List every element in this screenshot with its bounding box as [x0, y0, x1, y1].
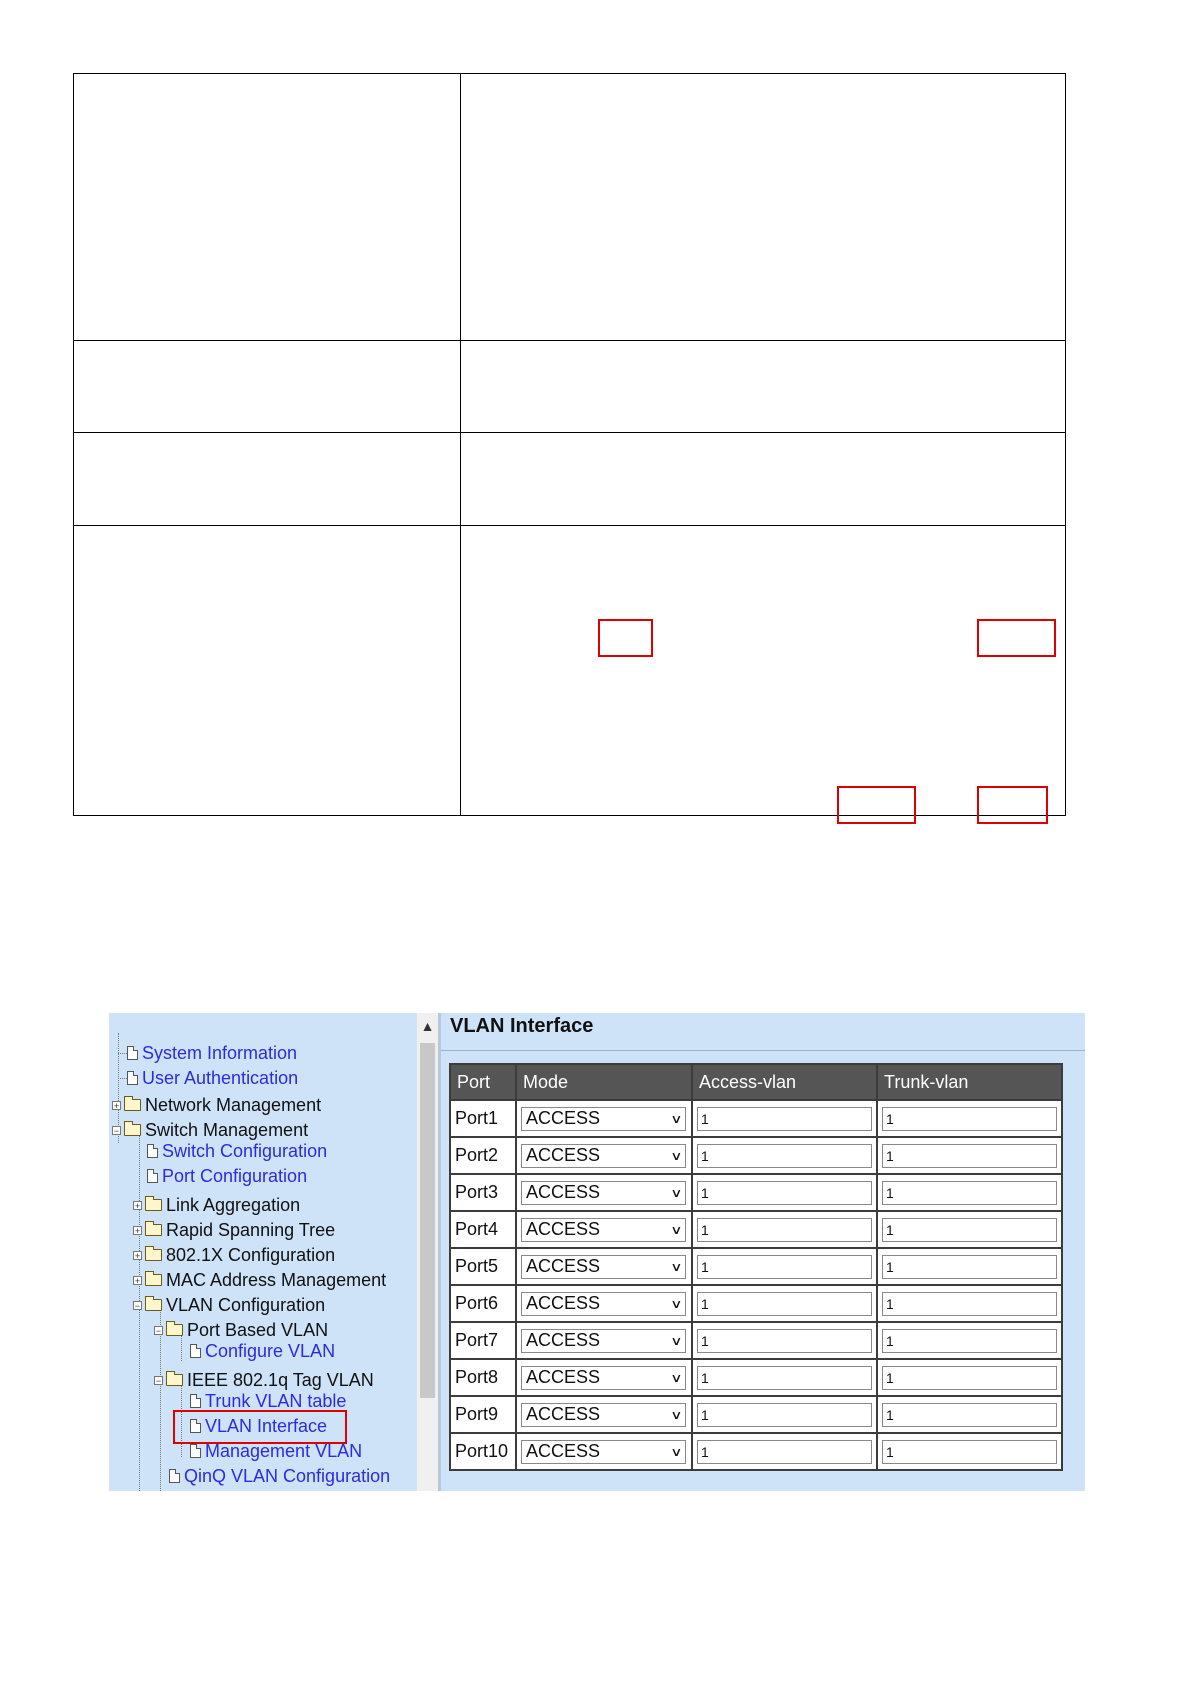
mode-cell [517, 1323, 691, 1358]
access-vlan-input[interactable] [697, 1366, 872, 1390]
highlight-box [837, 786, 916, 824]
expand-icon[interactable]: + [113, 1100, 120, 1111]
sidebar-item-rapid-spanning-tree[interactable]: + Rapid Spanning Tree [134, 1219, 336, 1240]
sidebar-item-management-vlan[interactable]: Management VLAN [190, 1440, 362, 1462]
port-label: Port9 [455, 1404, 499, 1424]
mode-select[interactable] [521, 1292, 686, 1316]
mode-select[interactable] [521, 1255, 686, 1279]
sidebar-item-vlan-configuration[interactable]: − VLAN Configuration [134, 1294, 326, 1315]
port-label: Port6 [455, 1293, 499, 1313]
page-icon [190, 1394, 201, 1408]
access-vlan-value: 1 [701, 1369, 709, 1386]
access-vlan-cell [693, 1434, 876, 1469]
access-vlan-value: 1 [701, 1147, 709, 1164]
folder-icon [145, 1224, 162, 1236]
highlight-box [977, 786, 1048, 824]
access-vlan-cell [693, 1175, 876, 1210]
access-vlan-cell [693, 1323, 876, 1358]
access-vlan-cell [693, 1212, 876, 1247]
port-label: Port2 [455, 1145, 499, 1165]
trunk-vlan-input[interactable] [882, 1366, 1057, 1390]
access-vlan-cell [693, 1249, 876, 1284]
chevron-down-icon: ∨ [670, 1296, 683, 1311]
access-vlan-value: 1 [701, 1406, 709, 1423]
mode-value: ACCESS [526, 1182, 601, 1202]
trunk-vlan-value: 1 [886, 1184, 894, 1201]
sidebar-item-qinq-vlan-configuration[interactable]: QinQ VLAN Configuration [169, 1465, 390, 1487]
access-vlan-input[interactable] [697, 1144, 872, 1168]
port-cell [451, 1175, 515, 1210]
sidebar-item-mac-address-management[interactable]: + MAC Address Management [134, 1269, 387, 1290]
collapse-icon[interactable]: − [155, 1325, 162, 1336]
page-icon [147, 1169, 158, 1183]
vlan-interface-table [449, 1063, 1063, 1471]
port-label: Port3 [455, 1182, 499, 1202]
table-row [451, 1175, 1061, 1210]
trunk-vlan-input[interactable] [882, 1181, 1057, 1205]
sidebar-item-switch-configuration[interactable]: Switch Configuration [147, 1140, 327, 1162]
trunk-vlan-value: 1 [886, 1295, 894, 1312]
mode-cell [517, 1138, 691, 1173]
table-row-divider [74, 525, 1065, 526]
mode-select[interactable] [521, 1329, 686, 1353]
trunk-vlan-value: 1 [886, 1332, 894, 1349]
sidebar-item-trunk-vlan-table[interactable]: Trunk VLAN table [190, 1390, 346, 1412]
mode-cell [517, 1175, 691, 1210]
table-row [451, 1212, 1061, 1247]
mode-value: ACCESS [526, 1256, 601, 1276]
access-vlan-value: 1 [701, 1221, 709, 1238]
access-vlan-value: 1 [701, 1332, 709, 1349]
sidebar-item-configure-vlan[interactable]: Configure VLAN [190, 1340, 335, 1362]
trunk-vlan-value: 1 [886, 1406, 894, 1423]
scrollbar-thumb[interactable] [420, 1043, 435, 1398]
trunk-vlan-input[interactable] [882, 1403, 1057, 1427]
port-cell [451, 1212, 515, 1247]
port-cell [451, 1434, 515, 1469]
folder-open-icon [145, 1299, 162, 1311]
port-cell [451, 1138, 515, 1173]
title-separator [441, 1050, 1085, 1051]
trunk-vlan-value: 1 [886, 1369, 894, 1386]
mode-cell [517, 1360, 691, 1395]
chevron-down-icon: ∨ [670, 1444, 683, 1459]
scroll-up-icon[interactable]: ▲ [420, 1018, 435, 1034]
mode-value: ACCESS [526, 1367, 601, 1387]
mode-select[interactable] [521, 1218, 686, 1242]
page-icon [190, 1444, 201, 1458]
trunk-vlan-cell [878, 1175, 1061, 1210]
chevron-down-icon: ∨ [670, 1222, 683, 1237]
access-vlan-value: 1 [701, 1295, 709, 1312]
trunk-vlan-cell [878, 1286, 1061, 1321]
table-row-divider [74, 340, 1065, 341]
sidebar-item-port-configuration[interactable]: Port Configuration [147, 1165, 307, 1187]
table-row [451, 1434, 1061, 1469]
table-row [451, 1249, 1061, 1284]
access-vlan-input[interactable] [697, 1255, 872, 1279]
selected-item-highlight [173, 1410, 347, 1444]
mode-cell [517, 1249, 691, 1284]
port-label: Port10 [455, 1441, 509, 1461]
port-label: Port1 [455, 1108, 499, 1128]
chevron-down-icon: ∨ [670, 1333, 683, 1348]
port-label: Port4 [455, 1219, 499, 1239]
chevron-down-icon: ∨ [670, 1111, 683, 1126]
vlan-interface-screenshot [109, 1013, 1085, 1491]
access-vlan-cell [693, 1397, 876, 1432]
page-icon [169, 1469, 180, 1483]
folder-open-icon [166, 1324, 183, 1336]
access-vlan-input[interactable] [697, 1292, 872, 1316]
port-cell [451, 1397, 515, 1432]
table-row [451, 1286, 1061, 1321]
sidebar-item-switch-management[interactable]: − Switch Management [113, 1119, 309, 1140]
document-table [73, 73, 1066, 816]
trunk-vlan-input[interactable] [882, 1218, 1057, 1242]
mode-select[interactable] [521, 1144, 686, 1168]
chevron-down-icon: ∨ [670, 1185, 683, 1200]
access-vlan-input[interactable] [697, 1403, 872, 1427]
trunk-vlan-input[interactable] [882, 1107, 1057, 1131]
expand-icon[interactable]: + [134, 1225, 141, 1236]
folder-icon [145, 1199, 162, 1211]
collapse-icon[interactable]: − [113, 1125, 120, 1136]
page-icon [127, 1071, 138, 1085]
port-cell [451, 1286, 515, 1321]
trunk-vlan-value: 1 [886, 1443, 894, 1460]
trunk-vlan-cell [878, 1249, 1061, 1284]
sidebar-item-8021x-configuration[interactable]: + 802.1X Configuration [134, 1244, 336, 1265]
mode-cell [517, 1434, 691, 1469]
content-panel [441, 1013, 1085, 1491]
expand-icon[interactable]: + [134, 1200, 141, 1211]
port-cell [451, 1101, 515, 1136]
mode-select[interactable] [521, 1403, 686, 1427]
collapse-icon[interactable]: − [134, 1300, 141, 1311]
trunk-vlan-input[interactable] [882, 1144, 1057, 1168]
page-icon [190, 1344, 201, 1358]
highlight-box [598, 619, 653, 657]
mode-value: ACCESS [526, 1219, 601, 1239]
trunk-vlan-cell [878, 1212, 1061, 1247]
port-label: Port8 [455, 1367, 499, 1387]
table-body [451, 1101, 1061, 1469]
folder-icon [145, 1249, 162, 1261]
sidebar-item-system-information[interactable]: System Information [117, 1042, 297, 1064]
sidebar-item-user-authentication[interactable]: User Authentication [117, 1067, 298, 1089]
mode-cell [517, 1101, 691, 1136]
trunk-vlan-cell [878, 1397, 1061, 1432]
trunk-vlan-cell [878, 1101, 1061, 1136]
mode-value: ACCESS [526, 1404, 601, 1424]
table-row [451, 1138, 1061, 1173]
sidebar-item-link-aggregation[interactable]: + Link Aggregation [134, 1194, 301, 1215]
table-row [451, 1101, 1061, 1136]
table-row [451, 1360, 1061, 1395]
trunk-vlan-cell [878, 1138, 1061, 1173]
access-vlan-cell [693, 1360, 876, 1395]
port-label: Port7 [455, 1330, 499, 1350]
page-icon [127, 1046, 138, 1060]
trunk-vlan-cell [878, 1323, 1061, 1358]
table-column-divider [460, 74, 461, 815]
chevron-down-icon: ∨ [670, 1259, 683, 1274]
trunk-vlan-value: 1 [886, 1221, 894, 1238]
trunk-vlan-value: 1 [886, 1110, 894, 1127]
trunk-vlan-input[interactable] [882, 1440, 1057, 1464]
folder-open-icon [124, 1124, 141, 1136]
access-vlan-value: 1 [701, 1443, 709, 1460]
mode-value: ACCESS [526, 1293, 601, 1313]
folder-open-icon [166, 1374, 183, 1386]
mode-cell [517, 1397, 691, 1432]
folder-icon [124, 1099, 141, 1111]
mode-select[interactable] [521, 1366, 686, 1390]
trunk-vlan-cell [878, 1434, 1061, 1469]
sidebar-item-port-based-vlan[interactable]: − Port Based VLAN [155, 1319, 329, 1340]
column-header-access-vlan: Access-vlan [693, 1065, 876, 1099]
mode-select[interactable] [521, 1440, 686, 1464]
collapse-icon[interactable]: − [155, 1375, 162, 1386]
mode-select[interactable] [521, 1107, 686, 1131]
page-icon [147, 1144, 158, 1158]
access-vlan-value: 1 [701, 1110, 709, 1127]
page-title: VLAN Interface [450, 1015, 594, 1037]
access-vlan-value: 1 [701, 1184, 709, 1201]
chevron-down-icon: ∨ [670, 1148, 683, 1163]
access-vlan-cell [693, 1138, 876, 1173]
access-vlan-value: 1 [701, 1258, 709, 1275]
mode-cell [517, 1212, 691, 1247]
trunk-vlan-input[interactable] [882, 1255, 1057, 1279]
table-row [451, 1397, 1061, 1432]
access-vlan-cell [693, 1101, 876, 1136]
folder-icon [145, 1274, 162, 1286]
access-vlan-input[interactable] [697, 1218, 872, 1242]
expand-icon[interactable]: + [134, 1250, 141, 1261]
mode-value: ACCESS [526, 1441, 601, 1461]
access-vlan-input[interactable] [697, 1440, 872, 1464]
port-cell [451, 1249, 515, 1284]
port-cell [451, 1323, 515, 1358]
access-vlan-input[interactable] [697, 1181, 872, 1205]
sidebar-item-vlan-interface[interactable]: VLAN Interface [190, 1415, 327, 1437]
access-vlan-input[interactable] [697, 1329, 872, 1353]
column-header-mode: Mode [517, 1065, 691, 1099]
trunk-vlan-value: 1 [886, 1258, 894, 1275]
access-vlan-input[interactable] [697, 1107, 872, 1131]
sidebar-scrollbar[interactable] [417, 1013, 438, 1491]
mode-select[interactable] [521, 1181, 686, 1205]
access-vlan-cell [693, 1286, 876, 1321]
chevron-down-icon: ∨ [670, 1407, 683, 1422]
expand-icon[interactable]: + [134, 1275, 141, 1286]
table-header-row [451, 1065, 1061, 1099]
table-row-divider [74, 432, 1065, 433]
highlight-box [977, 619, 1056, 657]
column-header-port: Port [451, 1065, 515, 1099]
trunk-vlan-input[interactable] [882, 1292, 1057, 1316]
table-row [451, 1323, 1061, 1358]
sidebar-item-network-management[interactable]: + Network Management [113, 1094, 322, 1115]
trunk-vlan-input[interactable] [882, 1329, 1057, 1353]
mode-value: ACCESS [526, 1108, 601, 1128]
mode-value: ACCESS [526, 1145, 601, 1165]
column-header-trunk-vlan: Trunk-vlan [878, 1065, 1061, 1099]
sidebar-tree [109, 1013, 417, 1491]
trunk-vlan-cell [878, 1360, 1061, 1395]
port-label: Port5 [455, 1256, 499, 1276]
trunk-vlan-value: 1 [886, 1147, 894, 1164]
mode-value: ACCESS [526, 1330, 601, 1350]
mode-cell [517, 1286, 691, 1321]
chevron-down-icon: ∨ [670, 1370, 683, 1385]
sidebar-item-ieee-8021q-tag-vlan[interactable]: − IEEE 802.1q Tag VLAN [155, 1369, 374, 1390]
port-cell [451, 1360, 515, 1395]
